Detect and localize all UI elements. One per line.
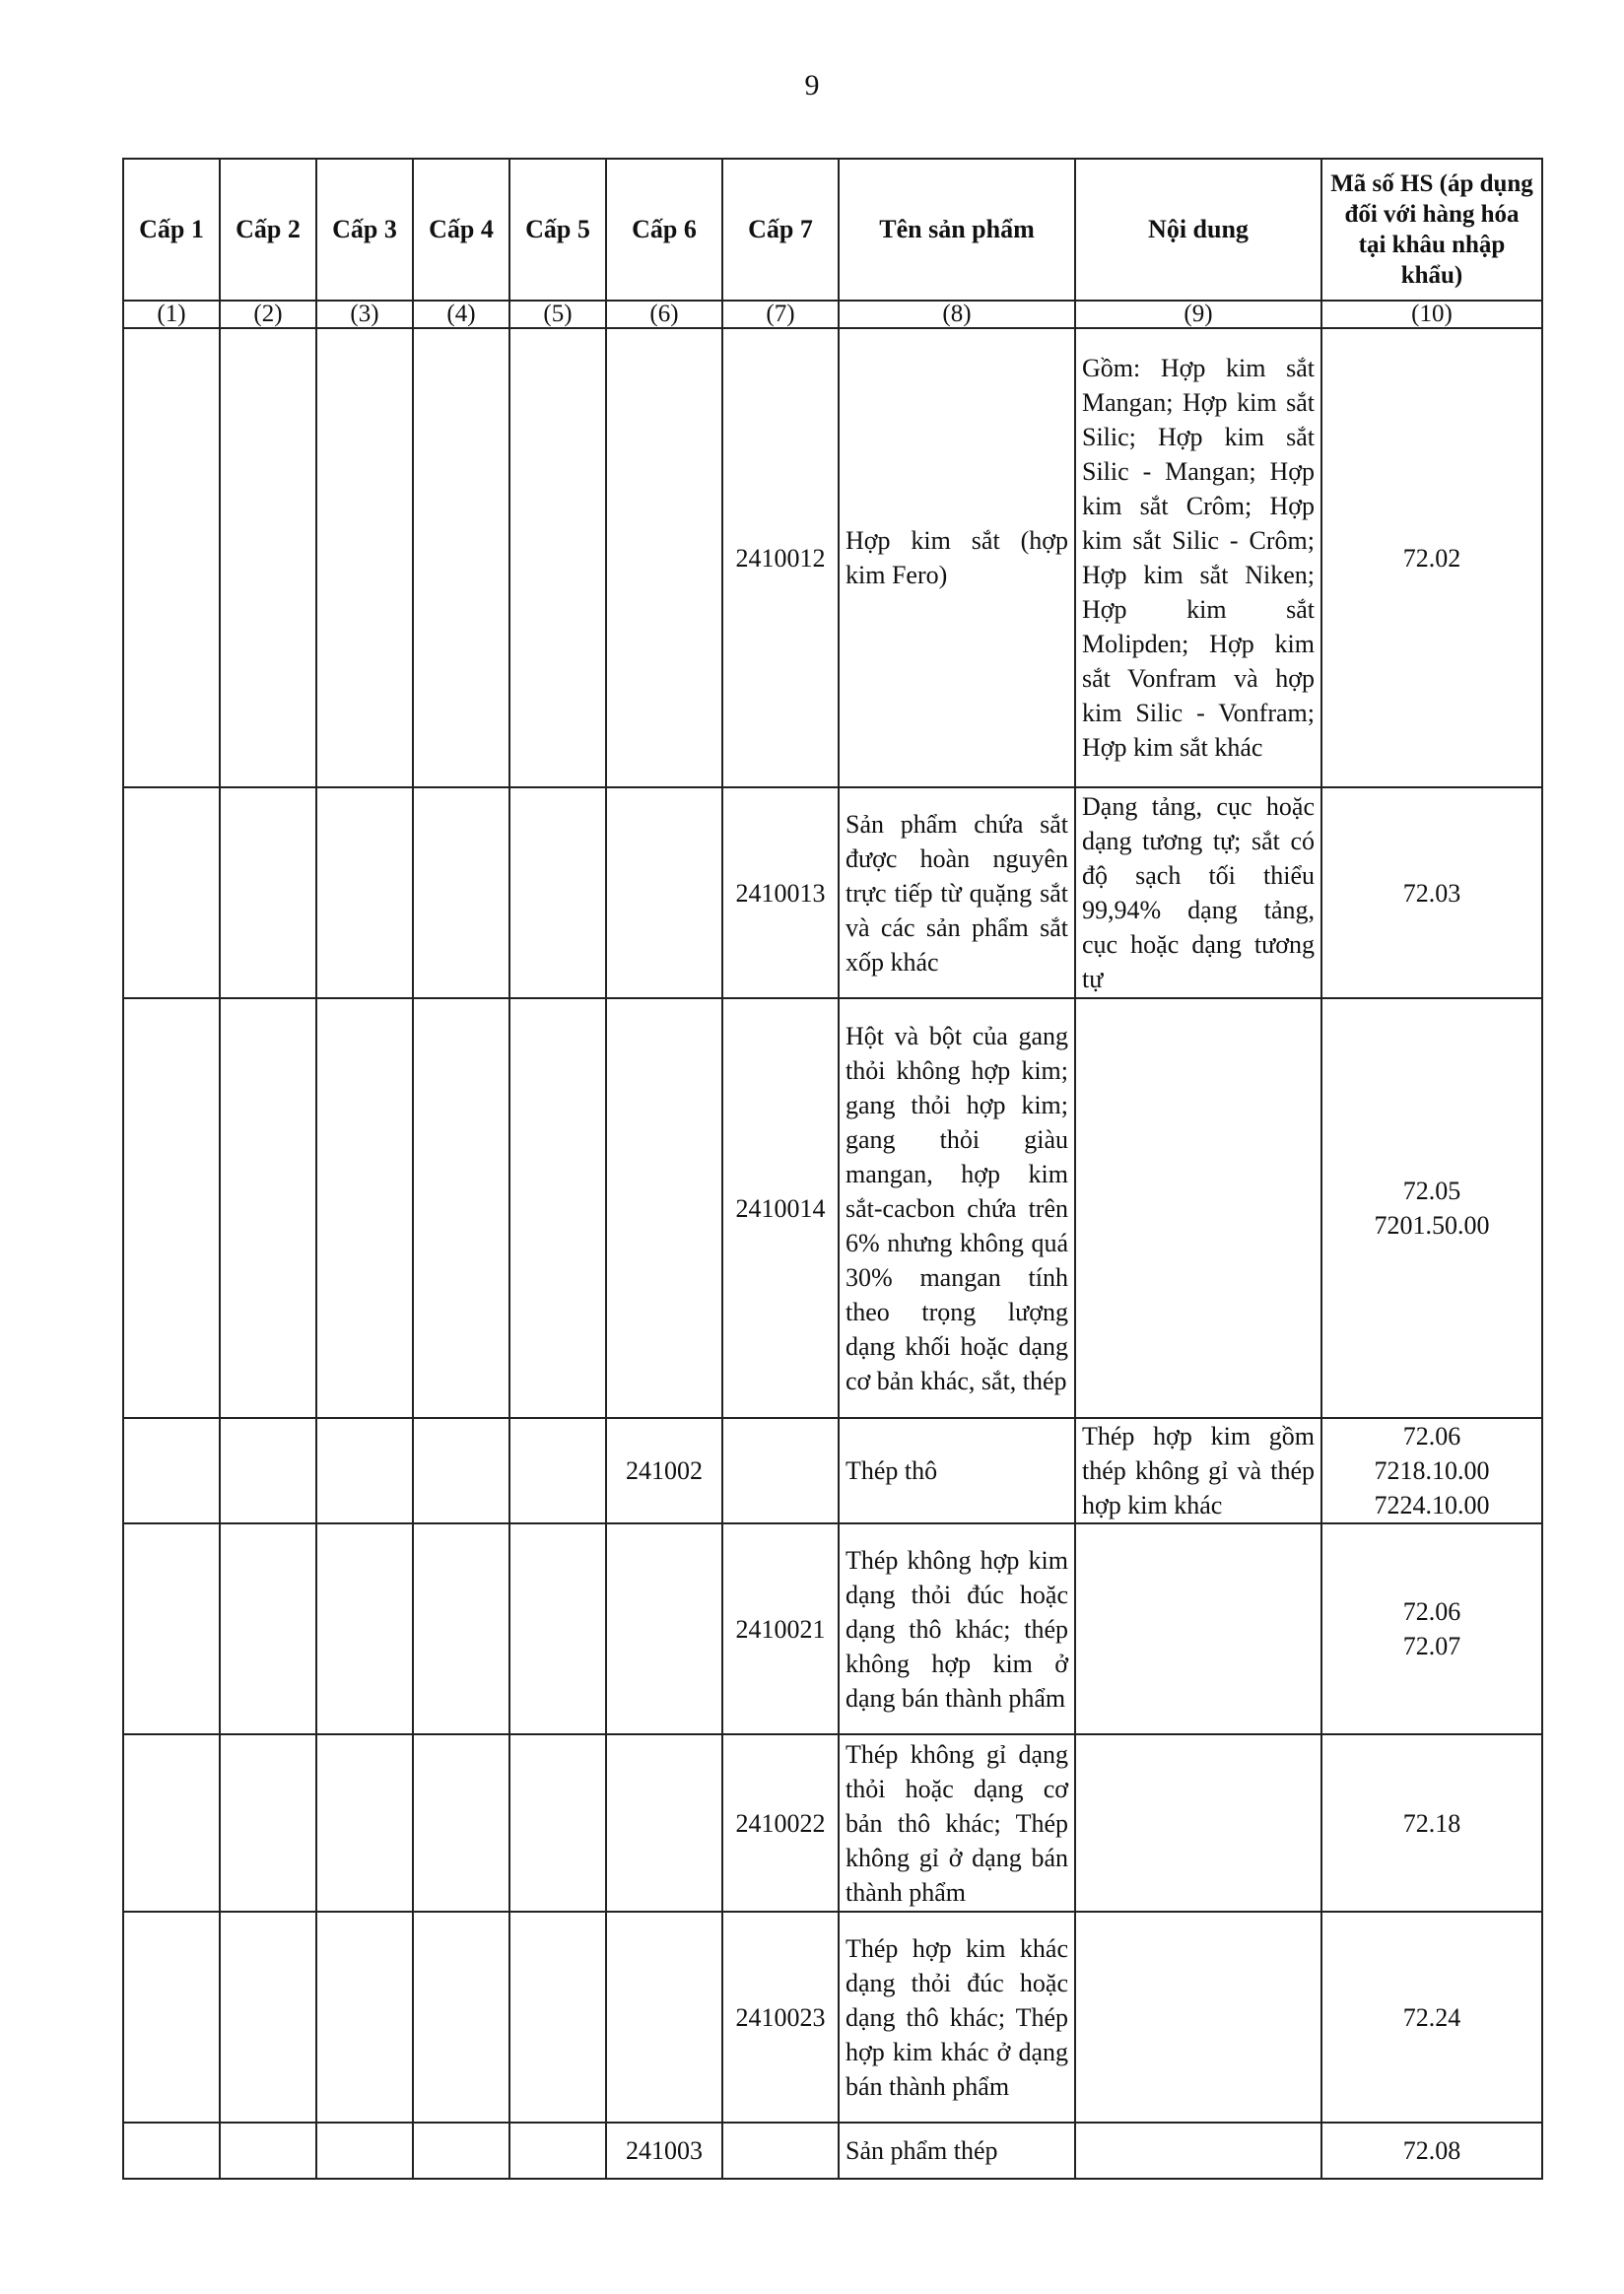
column-number: (1) [123, 301, 220, 328]
hs-code-cell [1321, 1734, 1542, 1912]
cap-3-cell [316, 787, 413, 998]
hs-code: 7218.10.00 [1374, 1456, 1490, 1485]
cap-5-cell [509, 328, 606, 787]
cap-1-cell [123, 1523, 220, 1734]
header-cap-6: Cấp 6 [606, 159, 722, 301]
cap-7-cell: 2410013 [722, 787, 839, 998]
hs-code: 72.02 [1402, 543, 1461, 573]
column-number: (10) [1321, 301, 1542, 328]
cap-6-cell [606, 1912, 722, 2123]
hs-code: 72.18 [1402, 1808, 1461, 1838]
cap-2-cell [220, 1734, 316, 1912]
cap-5-cell [509, 1418, 606, 1523]
hs-code-cell [1321, 328, 1542, 787]
cap-4-cell [413, 998, 509, 1418]
hs-code: 72.03 [1402, 878, 1461, 908]
content-cell [1075, 998, 1321, 1418]
product-name-cell: Sản phẩm chứa sắt được hoàn nguyên trực tiếp từ quặng sắt và các sản phẩm sắt xốp khác [839, 787, 1075, 998]
hs-code-cell [1321, 1418, 1542, 1523]
product-name-cell: Thép không gỉ dạng thỏi hoặc dạng cơ bản thô khác; Thép không gỉ ở dạng bán thành phẩm [839, 1734, 1075, 1912]
header-cap-3: Cấp 3 [316, 159, 413, 301]
cap-2-cell [220, 787, 316, 998]
cap-4-cell [413, 1523, 509, 1734]
column-number: (3) [316, 301, 413, 328]
cap-6-cell: 241003 [606, 2123, 722, 2179]
column-number: (4) [413, 301, 509, 328]
cap-4-cell [413, 1912, 509, 2123]
hs-code: 7224.10.00 [1374, 1491, 1490, 1519]
cap-7-cell [722, 1418, 839, 1523]
cap-3-cell [316, 1523, 413, 1734]
cap-7-cell: 2410021 [722, 1523, 839, 1734]
cap-4-cell [413, 1734, 509, 1912]
cap-1-cell [123, 1734, 220, 1912]
content-cell [1075, 2123, 1321, 2179]
content-cell [1075, 1523, 1321, 1734]
cap-5-cell [509, 2123, 606, 2179]
cap-3-cell [316, 1418, 413, 1523]
cap-3-cell [316, 2123, 413, 2179]
cap-1-cell [123, 328, 220, 787]
page-number: 9 [804, 69, 820, 101]
cap-1-cell [123, 1418, 220, 1523]
table-row [123, 1418, 1542, 1523]
hs-code: 72.06 [1402, 1422, 1461, 1451]
cap-4-cell [413, 1418, 509, 1523]
table-row [123, 2123, 1542, 2179]
hs-code: 72.24 [1402, 2002, 1461, 2032]
column-number: (7) [722, 301, 839, 328]
cap-6-cell [606, 787, 722, 998]
header-cap-2: Cấp 2 [220, 159, 316, 301]
cap-2-cell [220, 1523, 316, 1734]
header-cap-4: Cấp 4 [413, 159, 509, 301]
column-number: (5) [509, 301, 606, 328]
hs-product-table [122, 158, 1543, 2180]
cap-6-cell: 241002 [606, 1418, 722, 1523]
table-row [123, 1523, 1542, 1734]
hs-code-cell [1321, 1912, 1542, 2123]
cap-3-cell [316, 998, 413, 1418]
hs-code: 7201.50.00 [1374, 1211, 1490, 1240]
column-number: (2) [220, 301, 316, 328]
header-cap-5: Cấp 5 [509, 159, 606, 301]
content-cell [1075, 1734, 1321, 1912]
header-cap-7: Cấp 7 [722, 159, 839, 301]
product-name-cell: Thép hợp kim khác dạng thỏi đúc hoặc dạng thô khác; Thép hợp kim khác ở dạng bán thành phẩm [839, 1912, 1075, 2123]
cap-7-cell: 2410022 [722, 1734, 839, 1912]
header-product-name: Tên sản phẩm [839, 159, 1075, 301]
content-cell: Gồm: Hợp kim sắt Mangan; Hợp kim sắt Silic; Hợp kim sắt Silic - Mangan; Hợp kim sắt Crôm; Hợp kim sắt Silic - Crôm; Hợp kim sắt Niken; Hợp kim sắt Molipden; Hợp kim sắt Vonfram và hợp kim Silic - Vonfram; Hợp kim sắt khác [1075, 328, 1321, 787]
cap-6-cell [606, 998, 722, 1418]
cap-7-cell: 2410014 [722, 998, 839, 1418]
cap-2-cell [220, 1912, 316, 2123]
cap-2-cell [220, 2123, 316, 2179]
table-row [123, 1734, 1542, 1912]
cap-5-cell [509, 1523, 606, 1734]
content-cell [1075, 1912, 1321, 2123]
hs-code: 72.06 [1402, 1597, 1461, 1626]
cap-6-cell [606, 1523, 722, 1734]
hs-code-cell [1321, 787, 1542, 998]
table-row [123, 998, 1542, 1418]
product-name-cell: Thép không hợp kim dạng thỏi đúc hoặc dạng thô khác; thép không hợp kim ở dạng bán thành phẩm [839, 1523, 1075, 1734]
cap-1-cell [123, 787, 220, 998]
cap-4-cell [413, 787, 509, 998]
hs-code-cell [1321, 998, 1542, 1418]
cap-5-cell [509, 998, 606, 1418]
header-cap-1: Cấp 1 [123, 159, 220, 301]
table-row [123, 787, 1542, 998]
content-cell: Thép hợp kim gồm thép không gỉ và thép hợp kim khác [1075, 1418, 1321, 1523]
cap-7-cell: 2410023 [722, 1912, 839, 2123]
cap-1-cell [123, 2123, 220, 2179]
column-number: (9) [1075, 301, 1321, 328]
hs-code-cell [1321, 2123, 1542, 2179]
cap-3-cell [316, 328, 413, 787]
product-name-cell: Sản phẩm thép [839, 2123, 1075, 2179]
cap-4-cell [413, 328, 509, 787]
cap-1-cell [123, 1912, 220, 2123]
product-name-cell: Hột và bột của gang thỏi không hợp kim; gang thỏi hợp kim; gang thỏi giàu mangan, hợp kim sắt-cacbon chứa trên 6% nhưng không quá 30% mangan tính theo trọng lượng dạng khối hoặc dạng cơ bản khác, sắt, thép [839, 998, 1075, 1418]
header-hs-code: Mã số HS (áp dụng đối với hàng hóa tại khâu nhập khẩu) [1321, 159, 1542, 301]
cap-7-cell [722, 2123, 839, 2179]
cap-6-cell [606, 1734, 722, 1912]
cap-2-cell [220, 998, 316, 1418]
cap-1-cell [123, 998, 220, 1418]
column-number-row [123, 301, 1542, 328]
table-row [123, 1912, 1542, 2123]
cap-7-cell: 2410012 [722, 328, 839, 787]
hs-code: 72.08 [1402, 2136, 1461, 2165]
cap-3-cell [316, 1734, 413, 1912]
content-cell: Dạng tảng, cục hoặc dạng tương tự; sắt có độ sạch tối thiểu 99,94% dạng tảng, cục hoặc dạng tương tự [1075, 787, 1321, 998]
header-content: Nội dung [1075, 159, 1321, 301]
cap-2-cell [220, 328, 316, 787]
cap-5-cell [509, 1912, 606, 2123]
cap-3-cell [316, 1912, 413, 2123]
product-name-cell: Hợp kim sắt (hợp kim Fero) [839, 328, 1075, 787]
cap-4-cell [413, 2123, 509, 2179]
table-row [123, 328, 1542, 787]
cap-6-cell [606, 328, 722, 787]
column-number: (8) [839, 301, 1075, 328]
cap-2-cell [220, 1418, 316, 1523]
header-row [123, 159, 1542, 301]
cap-5-cell [509, 1734, 606, 1912]
product-name-cell: Thép thô [839, 1418, 1075, 1523]
column-number: (6) [606, 301, 722, 328]
cap-5-cell [509, 787, 606, 998]
hs-code: 72.07 [1402, 1632, 1461, 1660]
hs-code: 72.05 [1402, 1177, 1461, 1205]
hs-code-cell [1321, 1523, 1542, 1734]
